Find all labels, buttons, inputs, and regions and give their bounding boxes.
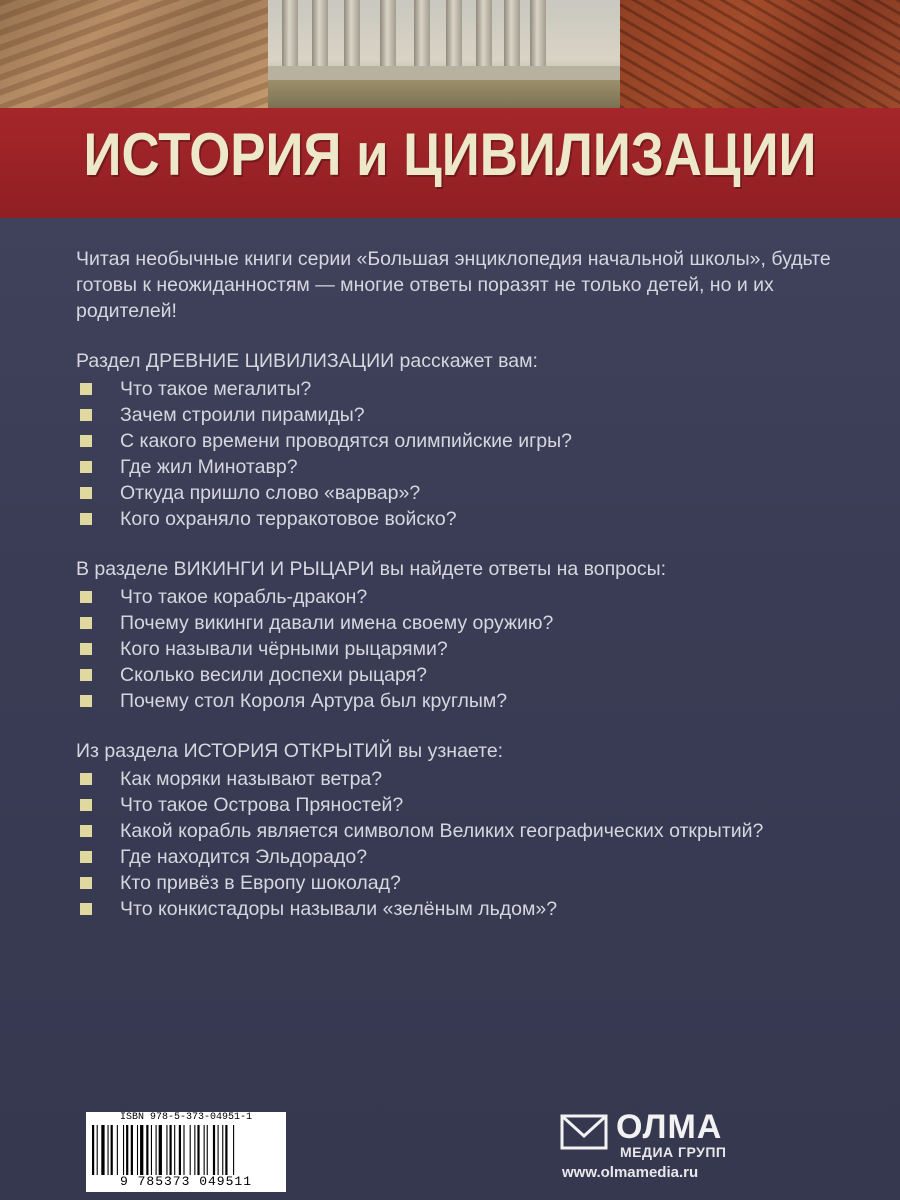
question-text: Сколько весили доспехи рыцаря? [120, 664, 428, 686]
question-item [76, 688, 836, 714]
square-bullet-icon [80, 617, 92, 629]
barcode-bar [194, 1125, 195, 1175]
barcode-bar [140, 1125, 143, 1175]
barcode-bar [101, 1125, 104, 1175]
question-text: Кто привёз в Европу шоколад? [120, 872, 401, 894]
barcode-bar [183, 1125, 184, 1175]
greek-temple-photo [268, 0, 620, 108]
section-heading: Раздел ДРЕВНИЕ ЦИВИЛИЗАЦИИ расскажет вам: [76, 350, 538, 372]
temple-column [414, 0, 430, 70]
question-text: Зачем строили пирамиды? [120, 404, 365, 426]
question-text: Кого охраняло терракотовое войско? [120, 508, 457, 530]
title-band [0, 108, 900, 218]
barcode-bar [233, 1125, 234, 1175]
temple-column [504, 0, 520, 70]
section-heading: Из раздела ИСТОРИЯ ОТКРЫТИЙ вы узнаете: [76, 740, 504, 762]
barcode-bar [204, 1125, 205, 1175]
publisher-logo [560, 1110, 760, 1158]
isbn-barcode [86, 1112, 286, 1192]
barcode-bar [117, 1125, 118, 1175]
isbn-label: ISBN 978-5-373-04951-1 [119, 1112, 253, 1123]
question-list [76, 584, 836, 714]
section-ancient-civilizations [76, 348, 836, 532]
question-text: Что такое мегалиты? [120, 378, 312, 400]
question-text: Где находится Эльдорадо? [120, 846, 368, 868]
header-photo-strip [0, 0, 900, 108]
barcode-bar [174, 1125, 175, 1175]
question-text: Какой корабль является символом Великих географических открытий? [120, 820, 764, 842]
barcode-bar [123, 1125, 124, 1175]
question-text: Где жил Минотавр? [120, 456, 298, 478]
question-item [76, 870, 836, 896]
barcode-bar [108, 1125, 109, 1175]
barcode-bar [151, 1125, 152, 1175]
barcode-bar [131, 1125, 133, 1175]
barcode-bars [92, 1125, 280, 1175]
question-text: Кого называли чёрными рыцарями? [120, 638, 448, 660]
barcode-bar [126, 1125, 128, 1175]
question-text: Как моряки называют ветра? [120, 768, 383, 790]
question-item [76, 506, 836, 532]
barcode-bar [190, 1125, 191, 1175]
square-bullet-icon [80, 773, 92, 785]
barcode-bar [197, 1125, 199, 1175]
barcode-bar [225, 1125, 227, 1175]
square-bullet-icon [80, 513, 92, 525]
temple-hill [268, 80, 620, 108]
temple-column [380, 0, 396, 70]
question-text: Что конкистадоры называли «зелёным льдом»? [120, 898, 558, 920]
barcode-bar [146, 1125, 148, 1175]
question-item [76, 610, 836, 636]
question-item [76, 428, 836, 454]
square-bullet-icon [80, 643, 92, 655]
barcode-bar [207, 1125, 208, 1175]
temple-column [344, 0, 360, 70]
square-bullet-icon [80, 825, 92, 837]
question-item [76, 402, 836, 428]
temple-column [530, 0, 546, 70]
question-text: Почему викинги давали имена своему оружию? [120, 612, 554, 634]
temple-column [476, 0, 492, 70]
book-title: ИСТОРИЯ и ЦИВИЛИЗАЦИИ [83, 121, 817, 188]
square-bullet-icon [80, 669, 92, 681]
barcode-bar [137, 1125, 138, 1175]
square-bullet-icon [80, 695, 92, 707]
question-item [76, 636, 836, 662]
barcode-digits: 9 785373 049511 [119, 1174, 253, 1189]
question-item [76, 376, 836, 402]
square-bullet-icon [80, 435, 92, 447]
question-item [76, 584, 836, 610]
temple-base [268, 66, 620, 80]
question-text: Что такое Острова Пряностей? [120, 794, 404, 816]
temple-column [282, 0, 298, 70]
barcode-bar [179, 1125, 181, 1175]
square-bullet-icon [80, 383, 92, 395]
intro-paragraph: Читая необычные книги серии «Большая энциклопедия начальной школы», будьте готовы к неожиданностям — многие ответы поразят не только детей, но и их родителей! [76, 248, 831, 322]
temple-column [312, 0, 328, 70]
square-bullet-icon [80, 903, 92, 915]
question-item [76, 662, 836, 688]
publisher-subtitle: МЕДИА ГРУПП [620, 1144, 727, 1160]
section-heading: В разделе ВИКИНГИ И РЫЦАРИ вы найдете ответы на вопросы: [76, 558, 667, 580]
barcode-bar [222, 1125, 223, 1175]
publisher-name: ОЛМА [616, 1108, 723, 1146]
description [76, 246, 836, 946]
question-item [76, 818, 836, 844]
square-bullet-icon [80, 461, 92, 473]
question-item [76, 844, 836, 870]
question-list [76, 376, 836, 532]
question-item [76, 480, 836, 506]
square-bullet-icon [80, 487, 92, 499]
question-item [76, 766, 836, 792]
section-history-of-discoveries [76, 738, 836, 922]
desert-ruins-photo [0, 0, 268, 108]
question-text: Почему стол Короля Артура был круглым? [120, 690, 508, 712]
red-texture-photo [620, 0, 900, 108]
question-item [76, 454, 836, 480]
question-item [76, 896, 836, 922]
section-vikings-knights [76, 556, 836, 714]
barcode-bar [166, 1125, 167, 1175]
square-bullet-icon [80, 851, 92, 863]
barcode-bar [213, 1125, 215, 1175]
publisher-url[interactable]: www.olmamedia.ru [562, 1164, 699, 1181]
barcode-bar [159, 1125, 162, 1175]
envelope-logo-icon [560, 1112, 608, 1152]
question-text: Что такое корабль-дракон? [120, 586, 368, 608]
square-bullet-icon [80, 877, 92, 889]
question-text: С какого времени проводятся олимпийские игры? [120, 430, 572, 452]
barcode-bar [156, 1125, 157, 1175]
question-list [76, 766, 836, 922]
barcode-bar [218, 1125, 219, 1175]
question-text: Откуда пришло слово «варвар»? [120, 482, 421, 504]
barcode-bar [170, 1125, 172, 1175]
square-bullet-icon [80, 409, 92, 421]
barcode-bar [92, 1125, 94, 1175]
square-bullet-icon [80, 591, 92, 603]
barcode-bar [111, 1125, 113, 1175]
question-item [76, 792, 836, 818]
barcode-bar [97, 1125, 98, 1175]
temple-column [446, 0, 462, 70]
square-bullet-icon [80, 799, 92, 811]
